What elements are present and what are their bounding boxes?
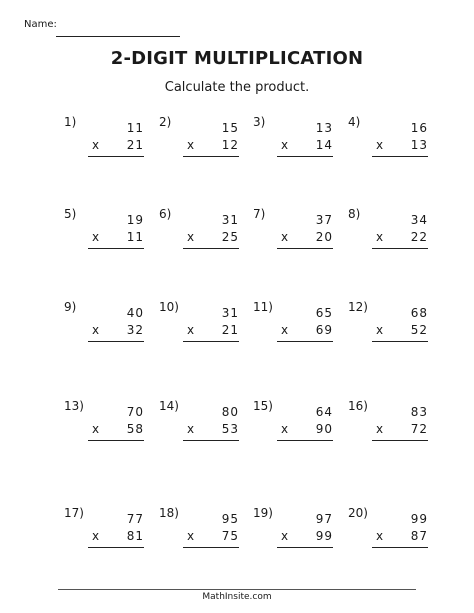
multiplicand: 40: [126, 306, 144, 320]
multiplicand: 13: [315, 121, 333, 135]
multiplicand: 11: [126, 121, 144, 135]
multiplier: 52: [410, 323, 428, 337]
problem-number: 6): [159, 207, 172, 221]
answer-line: [88, 440, 144, 441]
answer-line: [183, 547, 239, 548]
answer-line: [183, 248, 239, 249]
times-sign: x: [92, 422, 100, 436]
multiplier: 90: [315, 422, 333, 436]
multiplicand: 15: [221, 121, 239, 135]
times-sign: x: [92, 529, 100, 543]
problem-number: 14): [159, 399, 179, 413]
multiplicand: 37: [315, 213, 333, 227]
multiplier: 81: [126, 529, 144, 543]
worksheet-title: 2-DIGIT MULTIPLICATION: [110, 48, 364, 69]
problem-5: [64, 207, 144, 257]
times-sign: x: [92, 323, 100, 337]
multiplier: 99: [315, 529, 333, 543]
answer-line: [183, 156, 239, 157]
answer-line: [277, 440, 333, 441]
problem-number: 10): [159, 300, 179, 314]
problem-number: 3): [253, 115, 266, 129]
multiplicand: 83: [410, 405, 428, 419]
name-label: Name:: [24, 19, 57, 30]
answer-line: [88, 248, 144, 249]
answer-line: [183, 341, 239, 342]
times-sign: x: [187, 230, 195, 244]
multiplier: 12: [221, 138, 239, 152]
problem-9: [64, 300, 144, 350]
problem-19: [253, 506, 333, 556]
problem-number: 15): [253, 399, 273, 413]
multiplier: 22: [410, 230, 428, 244]
multiplicand: 34: [410, 213, 428, 227]
multiplier: 75: [221, 529, 239, 543]
answer-line: [372, 248, 428, 249]
problem-number: 16): [348, 399, 368, 413]
multiplier: 13: [410, 138, 428, 152]
problem-number: 11): [253, 300, 273, 314]
answer-line: [372, 156, 428, 157]
multiplicand: 31: [221, 213, 239, 227]
multiplier: 25: [221, 230, 239, 244]
answer-line: [277, 341, 333, 342]
times-sign: x: [376, 529, 384, 543]
problem-18: [159, 506, 239, 556]
times-sign: x: [376, 230, 384, 244]
multiplicand: 80: [221, 405, 239, 419]
multiplicand: 99: [410, 512, 428, 526]
answer-line: [88, 341, 144, 342]
problem-11: [253, 300, 333, 350]
times-sign: x: [92, 138, 100, 152]
multiplier: 21: [126, 138, 144, 152]
times-sign: x: [376, 138, 384, 152]
times-sign: x: [187, 422, 195, 436]
times-sign: x: [92, 230, 100, 244]
multiplier: 32: [126, 323, 144, 337]
footer-divider: [58, 589, 416, 590]
answer-line: [277, 248, 333, 249]
problem-16: [348, 399, 428, 449]
times-sign: x: [281, 422, 289, 436]
multiplicand: 65: [315, 306, 333, 320]
problem-15: [253, 399, 333, 449]
worksheet-instructions: Calculate the product.: [164, 80, 310, 95]
multiplicand: 95: [221, 512, 239, 526]
problem-14: [159, 399, 239, 449]
multiplier: 69: [315, 323, 333, 337]
times-sign: x: [281, 323, 289, 337]
multiplicand: 31: [221, 306, 239, 320]
answer-line: [88, 547, 144, 548]
times-sign: x: [376, 422, 384, 436]
multiplicand: 97: [315, 512, 333, 526]
problem-number: 8): [348, 207, 361, 221]
answer-line: [277, 547, 333, 548]
multiplier: 11: [126, 230, 144, 244]
problem-number: 2): [159, 115, 172, 129]
problem-number: 13): [64, 399, 84, 413]
multiplier: 21: [221, 323, 239, 337]
problem-number: 1): [64, 115, 77, 129]
multiplier: 53: [221, 422, 239, 436]
multiplicand: 70: [126, 405, 144, 419]
problem-20: [348, 506, 428, 556]
multiplicand: 77: [126, 512, 144, 526]
multiplier: 58: [126, 422, 144, 436]
answer-line: [372, 341, 428, 342]
problem-number: 4): [348, 115, 361, 129]
problem-number: 12): [348, 300, 368, 314]
problem-number: 20): [348, 506, 368, 520]
times-sign: x: [187, 529, 195, 543]
times-sign: x: [281, 529, 289, 543]
problem-number: 18): [159, 506, 179, 520]
problem-number: 9): [64, 300, 77, 314]
answer-line: [88, 156, 144, 157]
problem-number: 19): [253, 506, 273, 520]
problem-7: [253, 207, 333, 257]
answer-line: [372, 440, 428, 441]
answer-line: [277, 156, 333, 157]
answer-line: [183, 440, 239, 441]
answer-line: [372, 547, 428, 548]
times-sign: x: [281, 138, 289, 152]
footer-site: MathInsite.com: [202, 592, 272, 602]
problem-1: [64, 115, 144, 165]
problem-10: [159, 300, 239, 350]
multiplier: 87: [410, 529, 428, 543]
multiplicand: 16: [410, 121, 428, 135]
problem-4: [348, 115, 428, 165]
times-sign: x: [187, 138, 195, 152]
problem-number: 5): [64, 207, 77, 221]
problem-8: [348, 207, 428, 257]
multiplicand: 68: [410, 306, 428, 320]
multiplier: 20: [315, 230, 333, 244]
times-sign: x: [281, 230, 289, 244]
problem-2: [159, 115, 239, 165]
name-line: [56, 36, 180, 37]
problem-13: [64, 399, 144, 449]
times-sign: x: [376, 323, 384, 337]
problem-6: [159, 207, 239, 257]
multiplier: 72: [410, 422, 428, 436]
times-sign: x: [187, 323, 195, 337]
multiplicand: 19: [126, 213, 144, 227]
problem-12: [348, 300, 428, 350]
problem-number: 17): [64, 506, 84, 520]
problem-3: [253, 115, 333, 165]
problem-17: [64, 506, 144, 556]
multiplicand: 64: [315, 405, 333, 419]
multiplier: 14: [315, 138, 333, 152]
problem-number: 7): [253, 207, 266, 221]
